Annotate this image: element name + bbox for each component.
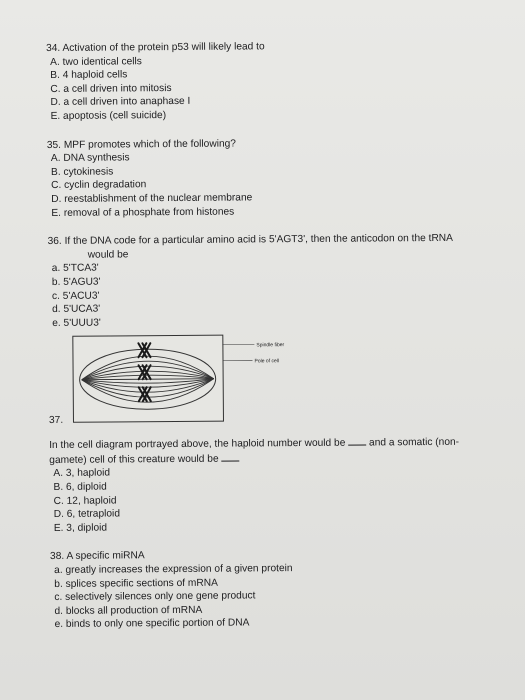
- answer-blank-2[interactable]: [221, 451, 239, 461]
- q34-option-a: A. two identical cells: [50, 55, 142, 68]
- question-35-prompt: 35. MPF promotes which of the following?: [46, 138, 236, 151]
- q38-option-b: b. splices specific sections of mRNA: [54, 577, 218, 590]
- question-36-prompt-cont: would be: [87, 249, 129, 261]
- q35-option-e: E. removal of a phosphate from histones: [51, 206, 235, 219]
- q35-option-b: B. cytokinesis: [50, 166, 114, 178]
- q36-option-d: d. 5'UCA3': [52, 303, 101, 316]
- q34-option-d: D. a cell driven into anaphase I: [50, 96, 191, 109]
- q38-option-e: e. binds to only one specific portion of DNA: [54, 617, 250, 631]
- question-37-number: 37.: [48, 415, 64, 427]
- q37-prompt-part-1: In the cell diagram portrayed above, the haploid number would be: [49, 437, 349, 452]
- q37-option-b: B. 6, diploid: [53, 481, 107, 494]
- cell-division-diagram: [72, 334, 285, 424]
- q36-option-b: b. 5'AGU3': [51, 276, 101, 288]
- q34-option-e: E. apoptosis (cell suicide): [50, 110, 167, 122]
- question-36-prompt: 36. If the DNA code for a particular amino acid is 5'AGT3', then the anticodon on the tRNA: [47, 232, 453, 248]
- q38-option-d: d. blocks all production of mRNA: [54, 604, 203, 617]
- pole-of-cell-label: Pole of cell: [254, 358, 280, 365]
- q34-option-b: B. 4 haploid cells: [50, 69, 128, 82]
- q36-option-c: c. 5'ACU3': [51, 290, 100, 302]
- q37-option-a: A. 3, haploid: [53, 467, 111, 480]
- q37-option-c: C. 12, haploid: [53, 495, 117, 507]
- q35-option-a: A. DNA synthesis: [50, 152, 130, 165]
- answer-blank-1[interactable]: [348, 436, 366, 446]
- q37-prompt-part-3: gamete) cell of this creature would be: [49, 453, 222, 466]
- question-38-prompt: 38. A specific miRNA: [50, 550, 145, 563]
- q35-option-c: C. cyclin degradation: [51, 179, 147, 192]
- q37-option-e: E. 3, diploid: [53, 522, 108, 534]
- q38-option-a: a. greatly increases the expression of a given protein: [54, 563, 293, 576]
- q37-option-d: D. 6, tetraploid: [53, 508, 121, 521]
- q34-option-c: C. a cell driven into mitosis: [50, 82, 172, 95]
- q38-option-c: c. selectively silences only one gene product: [54, 590, 256, 604]
- q37-prompt-part-2: and a somatic (non-: [366, 437, 460, 449]
- spindle-fiber-label: Spindle fiber: [256, 342, 285, 349]
- q35-option-d: D. reestablishment of the nuclear membrane: [51, 192, 253, 205]
- question-list: [46, 38, 501, 632]
- q36-option-e: e. 5'UUU3': [52, 317, 101, 329]
- question-34-prompt: 34. Activation of the protein p53 will likely lead to: [46, 41, 265, 54]
- q37-diagram-area: [48, 329, 499, 425]
- q36-option-a: a. 5'TCA3': [51, 262, 99, 275]
